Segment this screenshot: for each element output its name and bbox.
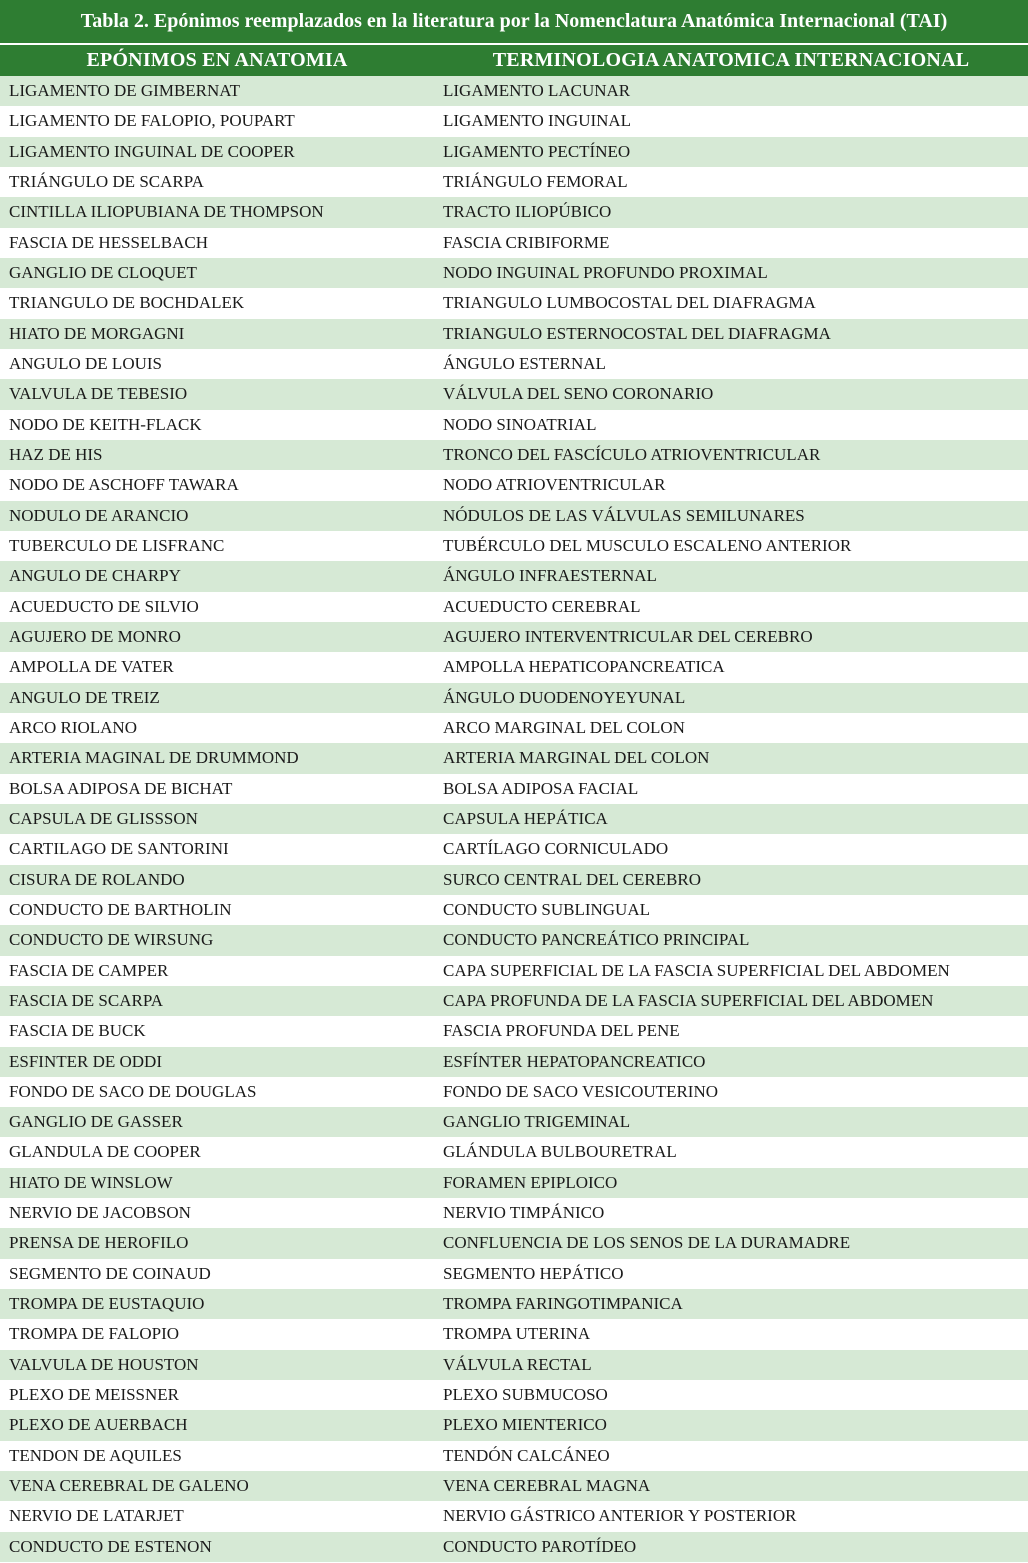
tai-term-cell: SEGMENTO HEPÁTICO xyxy=(443,1263,624,1283)
table-row xyxy=(0,106,1028,136)
table-row xyxy=(0,895,1028,925)
table-row xyxy=(0,1198,1028,1228)
eponym-cell: HAZ DE HIS xyxy=(9,444,103,464)
table-row xyxy=(0,1350,1028,1380)
tai-term-cell: ÁNGULO DUODENOYEYUNAL xyxy=(443,687,686,707)
table-row xyxy=(0,834,1028,864)
table-row xyxy=(0,865,1028,895)
eponym-cell: NODO DE ASCHOFF TAWARA xyxy=(9,475,239,495)
eponym-cell: GLANDULA DE COOPER xyxy=(9,1142,201,1162)
tai-term-cell: GLÁNDULA BULBOURETRAL xyxy=(443,1142,677,1162)
eponym-cell: NERVIO DE JACOBSON xyxy=(9,1203,191,1223)
tai-term-cell: ESFÍNTER HEPATOPANCREATICO xyxy=(443,1051,706,1071)
eponym-cell: AMPOLLA DE VATER xyxy=(9,657,174,677)
eponym-cell: SEGMENTO DE COINAUD xyxy=(9,1263,211,1283)
eponym-cell: ESFINTER DE ODDI xyxy=(9,1051,162,1071)
eponym-cell: LIGAMENTO INGUINAL DE COOPER xyxy=(9,141,295,161)
eponym-cell: LIGAMENTO DE FALOPIO, POUPART xyxy=(9,111,295,131)
eponym-cell: CISURA DE ROLANDO xyxy=(9,869,185,889)
eponym-cell: CONDUCTO DE ESTENON xyxy=(9,1536,212,1556)
eponym-cell: NODO DE KEITH-FLACK xyxy=(9,414,202,434)
tai-term-cell: CARTÍLAGO CORNICULADO xyxy=(443,839,669,859)
header-eponyms: EPÓNIMOS EN ANATOMIA xyxy=(86,49,348,71)
table-caption: Tabla 2. Epónimos reemplazados en la literatura por la Nomenclatura Anatómica Internacional (TAI) xyxy=(0,0,1028,43)
tai-term-cell: PLEXO MIENTERICO xyxy=(443,1415,607,1435)
table-row xyxy=(0,1319,1028,1349)
table-header xyxy=(0,45,1028,76)
table-row xyxy=(0,1107,1028,1137)
table-row xyxy=(0,804,1028,834)
eponym-cell: TRIÁNGULO DE SCARPA xyxy=(9,171,204,191)
table-row xyxy=(0,1441,1028,1471)
tai-term-cell: CAPA SUPERFICIAL DE LA FASCIA SUPERFICIAL DEL ABDOMEN xyxy=(443,960,950,980)
tai-term-cell: CONDUCTO SUBLINGUAL xyxy=(443,899,650,919)
tai-term-cell: NODO INGUINAL PROFUNDO PROXIMAL xyxy=(443,262,768,282)
table-row xyxy=(0,592,1028,622)
eponym-cell: HIATO DE WINSLOW xyxy=(9,1172,173,1192)
tai-term-cell: TRIÁNGULO FEMORAL xyxy=(443,171,628,191)
tai-term-cell: TRONCO DEL FASCÍCULO ATRIOVENTRICULAR xyxy=(443,444,821,464)
eponym-cell: ARCO RIOLANO xyxy=(9,717,137,737)
eponym-cell: ANGULO DE CHARPY xyxy=(9,566,181,586)
tai-term-cell: NODO SINOATRIAL xyxy=(443,414,597,434)
table-row xyxy=(0,258,1028,288)
table-row xyxy=(0,1501,1028,1531)
tai-term-cell: LIGAMENTO LACUNAR xyxy=(443,81,631,100)
tai-term-cell: SURCO CENTRAL DEL CEREBRO xyxy=(443,869,702,889)
table-row xyxy=(0,1410,1028,1440)
tai-term-cell: CONFLUENCIA DE LOS SENOS DE LA DURAMADRE xyxy=(443,1233,851,1253)
tai-term-cell: FONDO DE SACO VESICOUTERINO xyxy=(443,1081,719,1101)
eponym-cell: PLEXO DE AUERBACH xyxy=(9,1415,188,1435)
tai-term-cell: AGUJERO INTERVENTRICULAR DEL CEREBRO xyxy=(443,626,813,646)
tai-term-cell: AMPOLLA HEPATICOPANCREATICA xyxy=(443,657,725,677)
tai-term-cell: NERVIO GÁSTRICO ANTERIOR Y POSTERIOR xyxy=(443,1506,797,1526)
eponym-cell: AGUJERO DE MONRO xyxy=(9,626,181,646)
eponym-cell: FASCIA DE SCARPA xyxy=(9,990,164,1010)
table-row xyxy=(0,1471,1028,1501)
table-row xyxy=(0,986,1028,1016)
eponym-cell: TUBERCULO DE LISFRANC xyxy=(9,535,225,555)
eponym-cell: CAPSULA DE GLISSSON xyxy=(9,808,198,828)
eponym-cell: NERVIO DE LATARJET xyxy=(9,1506,184,1526)
table-row xyxy=(0,440,1028,470)
table-row xyxy=(0,349,1028,379)
table-row xyxy=(0,137,1028,167)
table-row xyxy=(0,470,1028,500)
eponym-cell: GANGLIO DE CLOQUET xyxy=(9,262,197,282)
table-row xyxy=(0,1047,1028,1077)
tai-term-cell: ARCO MARGINAL DEL COLON xyxy=(443,717,685,737)
tai-term-cell: ARTERIA MARGINAL DEL COLON xyxy=(443,748,710,768)
eponym-cell: CONDUCTO DE BARTHOLIN xyxy=(9,899,232,919)
eponym-cell: TENDON DE AQUILES xyxy=(9,1445,182,1465)
eponym-cell: TROMPA DE EUSTAQUIO xyxy=(9,1294,205,1314)
eponym-cell: CONDUCTO DE WIRSUNG xyxy=(9,930,214,950)
table-row xyxy=(0,683,1028,713)
tai-term-cell: CONDUCTO PANCREÁTICO PRINCIPAL xyxy=(443,930,750,950)
tai-term-cell: BOLSA ADIPOSA FACIAL xyxy=(443,778,639,798)
table-row xyxy=(0,288,1028,318)
tai-term-cell: FASCIA CRIBIFORME xyxy=(443,232,610,252)
table-row xyxy=(0,1228,1028,1258)
tai-term-cell: LIGAMENTO INGUINAL xyxy=(443,111,632,131)
tai-term-cell: TENDÓN CALCÁNEO xyxy=(443,1445,610,1465)
eponym-cell: VENA CEREBRAL DE GALENO xyxy=(9,1476,249,1496)
table-row xyxy=(0,1380,1028,1410)
table-row xyxy=(0,774,1028,804)
table-row xyxy=(0,743,1028,773)
table-row xyxy=(0,1137,1028,1167)
eponym-cell: ANGULO DE LOUIS xyxy=(9,353,162,373)
tai-term-cell: TROMPA UTERINA xyxy=(443,1324,591,1344)
tai-term-cell: TROMPA FARINGOTIMPANICA xyxy=(443,1294,683,1314)
table-row xyxy=(0,197,1028,227)
table-row xyxy=(0,531,1028,561)
tai-term-cell: ACUEDUCTO CEREBRAL xyxy=(443,596,641,616)
table-row xyxy=(0,622,1028,652)
table-row xyxy=(0,76,1028,106)
header-tai: TERMINOLOGIA ANATOMICA INTERNACIONAL xyxy=(492,49,970,71)
eponym-cell: NODULO DE ARANCIO xyxy=(9,505,189,525)
table-row xyxy=(0,1289,1028,1319)
eponym-cell: PLEXO DE MEISSNER xyxy=(9,1385,180,1405)
eponym-cell: ANGULO DE TREIZ xyxy=(9,687,160,707)
eponym-cell: ACUEDUCTO DE SILVIO xyxy=(9,596,199,616)
tai-term-cell: TRIANGULO ESTERNOCOSTAL DEL DIAFRAGMA xyxy=(443,323,831,343)
eponym-cell: ARTERIA MAGINAL DE DRUMMOND xyxy=(9,748,299,768)
tai-term-cell: PLEXO SUBMUCOSO xyxy=(443,1385,608,1405)
eponym-cell: BOLSA ADIPOSA DE BICHAT xyxy=(9,778,233,798)
table-row xyxy=(0,1532,1028,1562)
tai-term-cell: VÁLVULA RECTAL xyxy=(443,1354,592,1374)
eponym-cell: FASCIA DE CAMPER xyxy=(9,960,169,980)
table-body xyxy=(0,76,1028,1562)
eponym-cell: PRENSA DE HEROFILO xyxy=(9,1233,189,1253)
tai-term-cell: CAPSULA HEPÁTICA xyxy=(443,808,608,828)
table-row xyxy=(0,379,1028,409)
eponym-cell: FASCIA DE BUCK xyxy=(9,1021,146,1041)
eponym-cell: TRIANGULO DE BOCHDALEK xyxy=(9,293,245,313)
tai-term-cell: CONDUCTO PAROTÍDEO xyxy=(443,1536,637,1556)
eponym-cell: VALVULA DE HOUSTON xyxy=(9,1354,199,1374)
table-row xyxy=(0,319,1028,349)
table-row xyxy=(0,652,1028,682)
tai-term-cell: VÁLVULA DEL SENO CORONARIO xyxy=(443,384,714,404)
table-row xyxy=(0,956,1028,986)
tai-term-cell: GANGLIO TRIGEMINAL xyxy=(443,1112,631,1132)
eponym-cell: LIGAMENTO DE GIMBERNAT xyxy=(9,81,241,100)
eponym-cell: GANGLIO DE GASSER xyxy=(9,1112,183,1132)
eponym-cell: TROMPA DE FALOPIO xyxy=(9,1324,180,1344)
table-row xyxy=(0,228,1028,258)
tai-term-cell: FASCIA PROFUNDA DEL PENE xyxy=(443,1021,680,1041)
tai-term-cell: FORAMEN EPIPLOICO xyxy=(443,1172,618,1192)
table-row xyxy=(0,925,1028,955)
tai-term-cell: NERVIO TIMPÁNICO xyxy=(443,1203,605,1223)
eponym-cell: VALVULA DE TEBESIO xyxy=(9,384,188,404)
table-row xyxy=(0,501,1028,531)
table-row xyxy=(0,1259,1028,1289)
tai-term-cell: ÁNGULO ESTERNAL xyxy=(443,353,606,373)
table-row xyxy=(0,1016,1028,1046)
tai-term-cell: TUBÉRCULO DEL MUSCULO ESCALENO ANTERIOR xyxy=(443,535,852,555)
table-row xyxy=(0,1168,1028,1198)
tai-term-cell: ÁNGULO INFRAESTERNAL xyxy=(443,566,657,586)
eponym-cell: CARTILAGO DE SANTORINI xyxy=(9,839,229,859)
eponym-cell: CINTILLA ILIOPUBIANA DE THOMPSON xyxy=(9,202,324,222)
tai-term-cell: VENA CEREBRAL MAGNA xyxy=(443,1476,651,1496)
table-row xyxy=(0,1077,1028,1107)
table-row xyxy=(0,167,1028,197)
table-row xyxy=(0,713,1028,743)
tai-term-cell: CAPA PROFUNDA DE LA FASCIA SUPERFICIAL DEL ABDOMEN xyxy=(443,990,934,1010)
table-row xyxy=(0,410,1028,440)
eponym-cell: HIATO DE MORGAGNI xyxy=(9,323,185,343)
tai-term-cell: TRIANGULO LUMBOCOSTAL DEL DIAFRAGMA xyxy=(443,293,816,313)
eponym-cell: FASCIA DE HESSELBACH xyxy=(9,232,208,252)
tai-term-cell: TRACTO ILIOPÚBICO xyxy=(443,202,612,222)
tai-term-cell: NÓDULOS DE LAS VÁLVULAS SEMILUNARES xyxy=(443,505,805,525)
tai-term-cell: NODO ATRIOVENTRICULAR xyxy=(443,475,666,495)
eponym-cell: FONDO DE SACO DE DOUGLAS xyxy=(9,1081,257,1101)
table-row xyxy=(0,561,1028,591)
tai-term-cell: LIGAMENTO PECTÍNEO xyxy=(443,141,631,161)
